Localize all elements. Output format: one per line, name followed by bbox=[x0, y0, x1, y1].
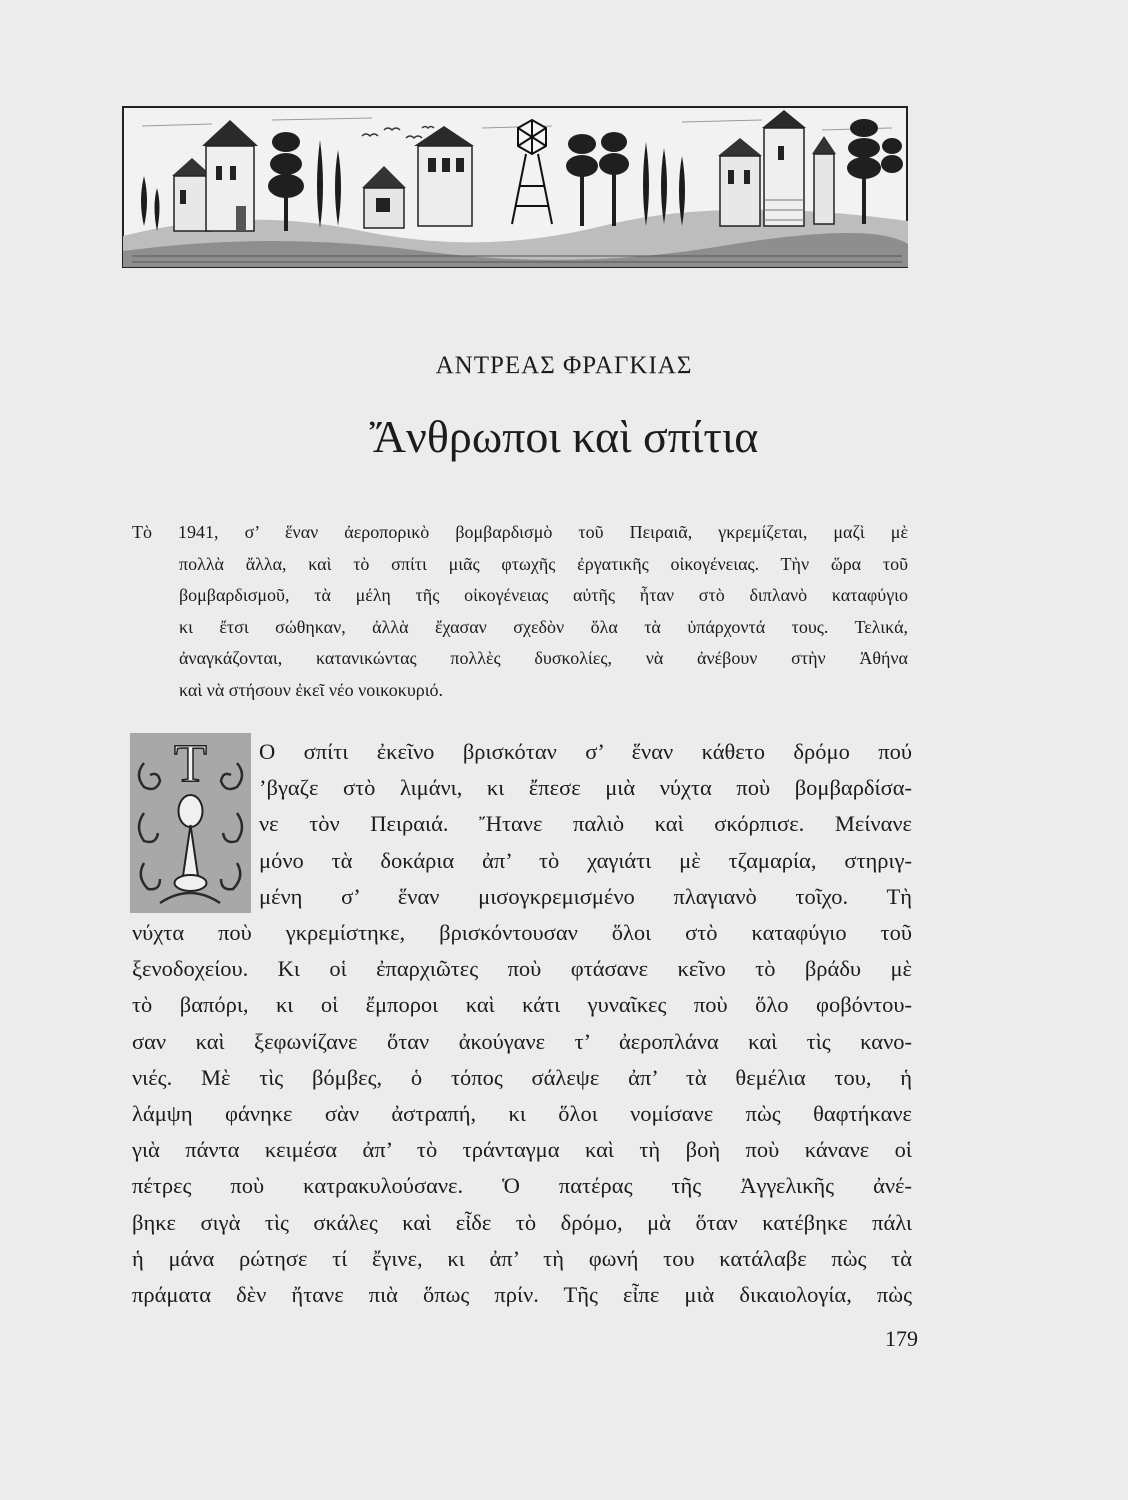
body-line: νιές. Μὲ τὶς βόμβες, ὁ τόπος σάλεψε ἀπ’ τὰ θεμέλια του, ἡ bbox=[132, 1064, 912, 1090]
body-line: πέτρες ποὺ κατρακυλούσανε. Ὁ πατέρας τῆς Ἀγγελικῆς ἀνέ- bbox=[132, 1173, 912, 1199]
body-line: σαν καὶ ξεφωνίζανε ὅταν ἀκούγανε τ’ ἀεροπλάνα καὶ τὶς κανο- bbox=[132, 1028, 912, 1054]
body-line: ἡ μάνα ρώτησε τί ἔγινε, κι ἀπ’ τὴ φωνή του κατάλαβε πὼς τὰ bbox=[132, 1245, 912, 1271]
village-houses-cypress-trees-illustration bbox=[122, 106, 908, 268]
body-line: ’βγαζε στὸ λιμάνι, κι ἔπεσε μιὰ νύχτα ποὺ βομβαρδίσα- bbox=[259, 775, 912, 801]
body-line: μόνο τὰ δοκάρια ἀπ’ τὸ χαγιάτι μὲ τζαμαρία, στηριγ- bbox=[259, 847, 912, 873]
body-line: βηκε σιγὰ τὶς σκάλες καὶ εἶδε τὸ δρόμο, μὰ ὅταν κατέβηκε πάλι bbox=[132, 1209, 912, 1235]
intro-line: βομβαρδισμοῦ, τὰ μέλη τῆς οἰκογένειας αὐτῆς ἦταν στὸ διπλανὸ καταφύγιο bbox=[179, 585, 908, 605]
body-line: νε τὸν Πειραιά. Ἤτανε παλιὸ καὶ σκόρπισε. Μείνανε bbox=[259, 811, 912, 837]
body-line: νύχτα ποὺ γκρεμίστηκε, βρισκόντουσαν ὅλοι στὸ καταφύγιο τοῦ bbox=[132, 920, 912, 946]
author-name: ΑΝΤΡΕΑΣ ΦΡΑΓΚΙΑΣ bbox=[435, 352, 693, 379]
body-line: γιὰ πάντα κειμέσα ἀπ’ τὸ τράνταγμα καὶ τὴ βοὴ ποὺ κάνανε οἱ bbox=[132, 1137, 912, 1163]
story-title: Ἄνθρωποι καὶ σπίτια bbox=[369, 411, 759, 462]
introductory-summary bbox=[132, 517, 908, 706]
body-line: τὸ βαπόρι, κι οἱ ἔμποροι καὶ κάτι γυναῖκες ποὺ ὅλο φοβόντου- bbox=[132, 992, 912, 1018]
body-line: λάμψη φάνηκε σὰν ἀστραπή, κι ὅλοι νομίσανε πὼς θαφτήκανε bbox=[132, 1101, 912, 1127]
intro-line: ἀναγκάζονται, κατανικώντας πολλὲς δυσκολίες, νὰ ἀνέβουν στὴν Ἀθήνα bbox=[179, 648, 908, 668]
body-line: μένη σ’ ἕναν μισογκρεμισμένο πλαγιανὸ τοῖχο. Τὴ bbox=[259, 883, 912, 909]
intro-line: Τὸ 1941, σ’ ἕναν ἀεροπορικὸ βομβαρδισμὸ τοῦ Πειραιᾶ, γκρεμίζεται, μαζὶ μὲ bbox=[132, 522, 908, 542]
body-line: Ο σπίτι ἐκεῖνο βρισκόταν σ’ ἕναν κάθετο δρόμο πού bbox=[259, 739, 912, 764]
intro-line: πολλὰ ἄλλα, καὶ τὸ σπίτι μιᾶς φτωχῆς ἐργατικῆς οἰκογένειας. Τὴν ὥρα τοῦ bbox=[179, 553, 908, 574]
body-line: πράματα δὲν ἤτανε πιὰ ὅπως πρίν. Τῆς εἶπε μιὰ δικαιολογία, πὼς bbox=[132, 1282, 912, 1308]
story-body bbox=[132, 734, 912, 1313]
body-line: ξενοδοχείου. Κι οἱ ἐπαρχιῶτες ποὺ φτάσανε κεῖνο τὸ βράδυ μὲ bbox=[132, 956, 912, 982]
page-number: 179 bbox=[885, 1326, 918, 1351]
dropcap-letter: T bbox=[174, 733, 207, 793]
intro-line: καὶ νὰ στήσουν ἐκεῖ νέο νοικοκυριό. bbox=[179, 679, 444, 700]
intro-line: κι ἔτσι σώθηκαν, ἀλλὰ ἔχασαν σχεδὸν ὅλα τὰ ὑπάρχοντά τους. Τελικά, bbox=[179, 616, 908, 637]
